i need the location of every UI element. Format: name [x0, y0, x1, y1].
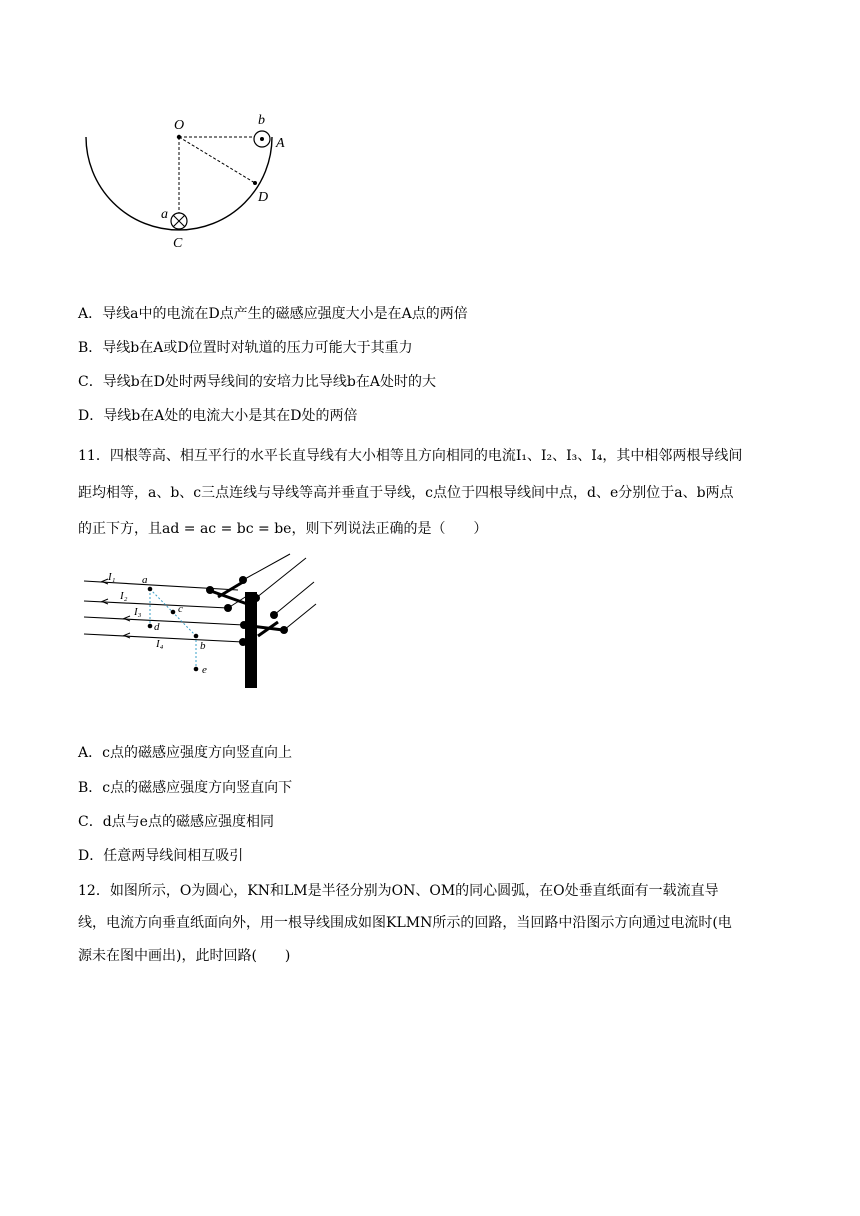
q11-option-a: A．c点的磁感应强度方向竖直向上: [78, 745, 292, 761]
label-c: c: [178, 603, 183, 615]
point-d: [148, 624, 153, 629]
label-a: a: [161, 207, 168, 222]
q12-stem-line3: 源未在图中画出)，此时回路( ): [78, 948, 291, 964]
wire-4: [84, 634, 243, 642]
arrow-4: [124, 633, 130, 638]
q11-option-d: D．任意两导线间相互吸引: [78, 848, 244, 864]
q10-option-c: C．导线b在D处时两导线间的安培力比导线b在A处时的大: [78, 374, 436, 390]
q11-stem-line2: 距均相等，a、b、c三点连线与导线等高并垂直于导线，c点位于四根导线间中点，d、e分别位于a、b两点: [78, 485, 734, 501]
point-a: [148, 587, 153, 592]
figure-semicircle-track: [78, 105, 298, 255]
point-b: [194, 634, 199, 639]
label-a: a: [142, 574, 148, 586]
label-b: b: [258, 113, 265, 128]
label-O: O: [174, 118, 185, 133]
wire-b-dot: [260, 137, 264, 141]
label-d: d: [154, 621, 160, 633]
q11-option-c: C．d点与e点的磁感应强度相同: [78, 814, 274, 830]
label-b: b: [200, 640, 206, 652]
q10-option-a: A．导线a中的电流在D点产生的磁感应强度大小是在A点的两倍: [78, 306, 468, 322]
q11-option-b: B．c点的磁感应强度方向竖直向下: [78, 780, 293, 796]
label-I1: I₁: [108, 571, 116, 583]
insulator-4: [240, 621, 248, 629]
q10-option-b: B．导线b在A或D位置时对轨道的压力可能大于其重力: [78, 340, 413, 356]
label-D: D: [258, 190, 269, 205]
rear-wire-4: [284, 604, 316, 630]
point-e: [194, 667, 199, 672]
label-e: e: [202, 664, 207, 676]
label-C: C: [173, 236, 183, 251]
figure-power-lines: [78, 552, 318, 694]
q12-stem-line2: 线，电流方向垂直纸面向外，用一根导线围成如图KLMN所示的回路，当回路中沿图示方向通过电流时(电: [78, 915, 732, 931]
q10-option-d: D．导线b在A处的电流大小是其在D处的两倍: [78, 408, 358, 424]
rear-wire-2: [256, 558, 306, 598]
dashed-OD: [179, 137, 255, 183]
point-O: [177, 135, 181, 139]
q12-stem-line1: 12．如图所示，O为圆心，KN和LM是半径分别为ON、OM的同心圆弧，在O处垂直纸面有一载流直导: [78, 883, 719, 899]
wire-2: [84, 601, 228, 608]
label-I2: I₂: [120, 590, 128, 602]
wire-3: [84, 617, 244, 625]
label-A: A: [276, 136, 285, 151]
point-c: [171, 610, 176, 615]
label-I4: I₄: [156, 638, 164, 650]
q11-stem-line1: 11．四根等高、相互平行的水平长直导线有大小相等且方向相同的电流I₁、I₂、I₃、I₄，其中相邻两根导线间: [78, 448, 743, 464]
point-D: [253, 181, 257, 185]
label-I3: I₃: [134, 606, 142, 618]
q11-stem-line3: 的正下方，且ad = ac = bc = be，则下列说法正确的是（ ）: [78, 521, 488, 537]
insulator-5: [239, 638, 247, 646]
arrow-3: [124, 616, 130, 621]
insulator-1: [206, 586, 214, 594]
